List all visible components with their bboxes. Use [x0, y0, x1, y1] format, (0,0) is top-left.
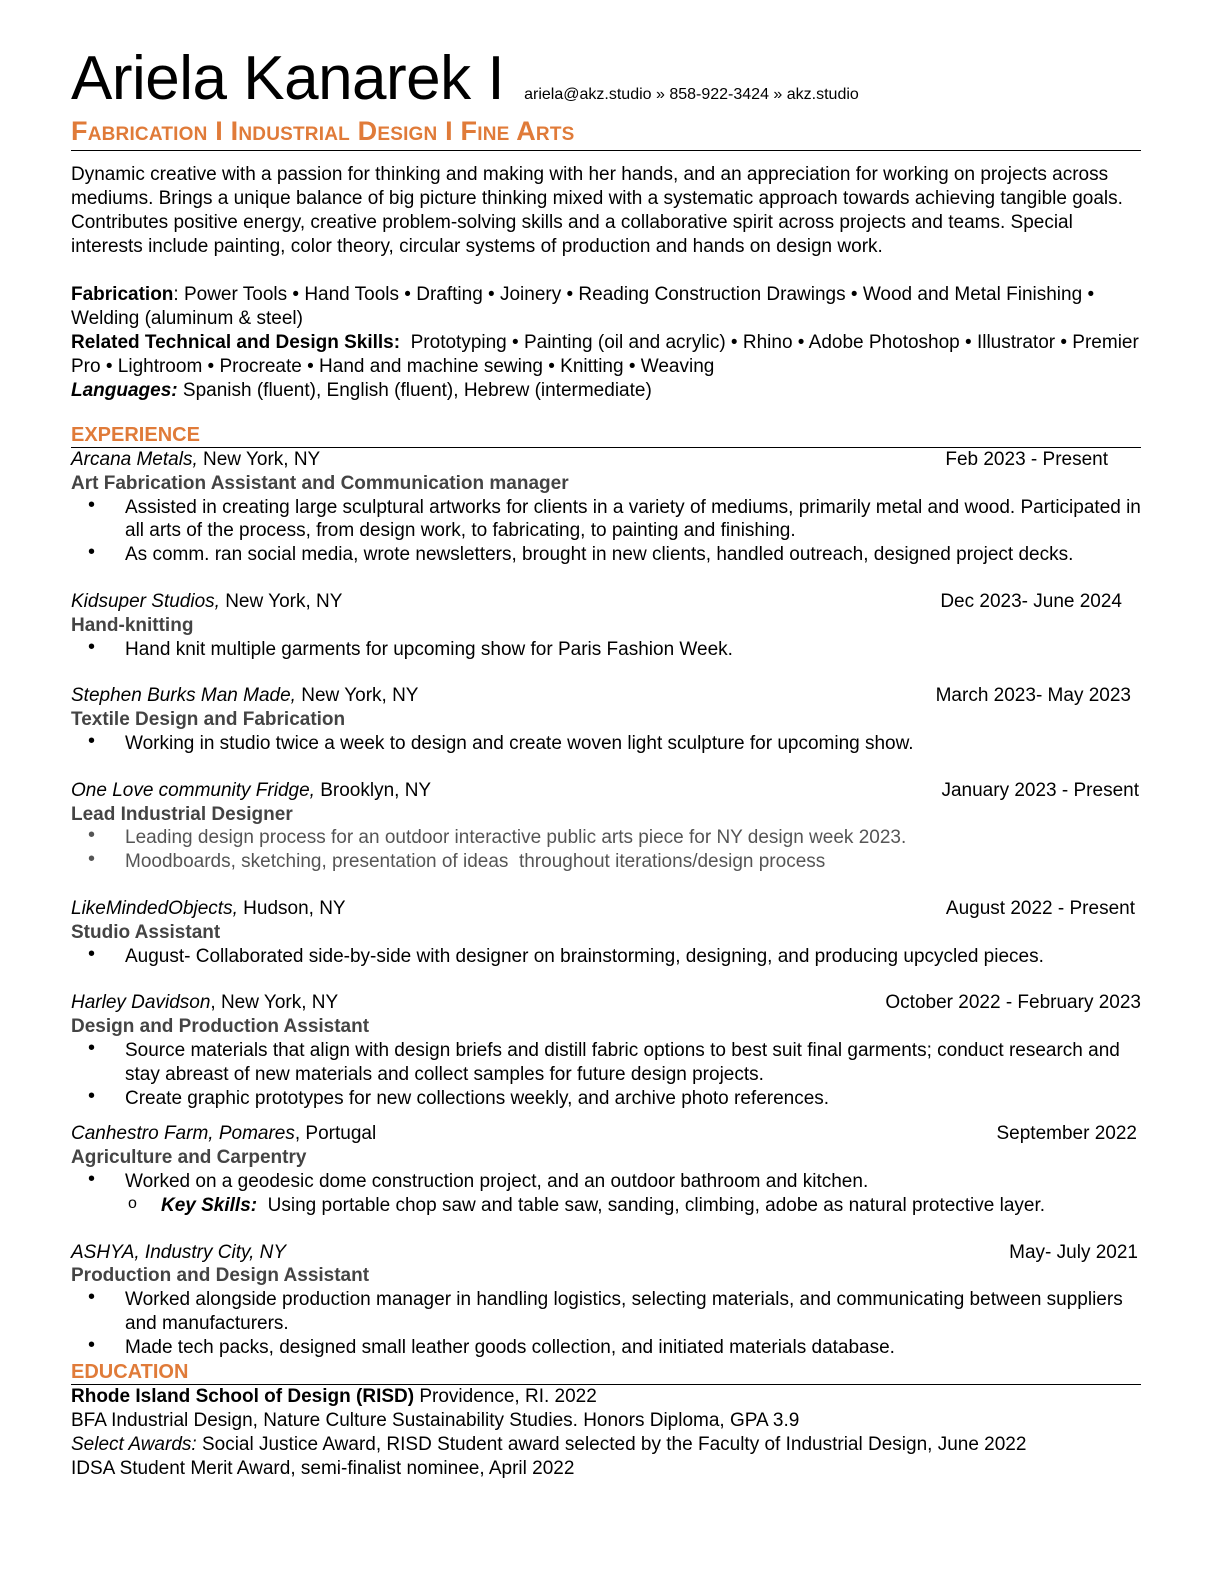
education-awards: [71, 1433, 1141, 1457]
summary-paragraph: Dynamic creative with a passion for thinking and making with her hands, and an appreciation for working on projects across mediums. Brings a unique balance of big picture thinking mixed with a systematic approach towards achieving tangible goals. Contributes positive energy, creative problem-solving skills and a collaborative spirit across projects and teams. Special interests include painting, color theory, circular systems of production and hands on design work.: [71, 164, 1123, 257]
job-role: Textile Design and Fabrication: [71, 709, 346, 731]
job-location: Hudson, NY: [237, 897, 346, 919]
skills-fabrication-label: Fabrication: [71, 284, 174, 305]
skills-languages-label: Languages:: [71, 380, 178, 401]
job-dates: August 2022 - Present: [945, 897, 1135, 919]
job-role: Production and Design Assistant: [71, 1265, 370, 1287]
job-location: , Portugal: [294, 1123, 377, 1145]
job-company: Canhestro Farm, Pomares: [71, 1123, 295, 1145]
experience-section: [71, 423, 1141, 1360]
job-entry: [71, 684, 1141, 755]
resume-header: [71, 44, 1141, 113]
job-bullets: [71, 826, 1141, 874]
job-bullet: • Worked alongside production manager in handling logistics, selecting materials, and communicating between suppliers and manufacturers.: [71, 1288, 1141, 1336]
job-bullet: • August- Collaborated side-by-side with designer on brainstorming, designing, and producing upcycled pieces.: [71, 945, 1141, 969]
job-location: , New York, NY: [210, 992, 339, 1014]
job-bullet: • Made tech packs, designed small leather goods collection, and initiated materials database.: [71, 1336, 1141, 1360]
job-dates: May- July 2021: [1009, 1241, 1138, 1263]
job-bullet: • Leading design process for an outdoor interactive public arts piece for NY design week 2023.: [71, 826, 1141, 850]
resume-page: [71, 44, 1145, 1481]
job-bullet: • Worked on a geodesic dome construction project, and an outdoor bathroom and kitchen.: [71, 1170, 1141, 1194]
awards-label: Select Awards:: [71, 1433, 197, 1455]
job-entry: [71, 1122, 1141, 1217]
job-location: Brooklyn, NY: [314, 779, 432, 801]
skills-related-text: Prototyping • Painting (oil and acrylic) • Rhino • Adobe Photoshop • Illustrator • Premier Pro • Lightroom • Procreate • Hand and machine sewing • Knitting • Weaving: [71, 332, 1145, 377]
job-bullet: • Moodboards, sketching, presentation of ideas throughout iterations/design process: [71, 850, 1141, 874]
skills-fabrication-text: : Power Tools • Hand Tools • Drafting • Joinery • Reading Construction Drawings • Wood and Metal Finishing • Welding (aluminum & steel): [71, 284, 1095, 329]
job-location: New York, NY: [197, 449, 321, 470]
key-skills-label: Key Skills:: [161, 1194, 258, 1216]
key-skills-text: Using portable chop saw and table saw, sanding, climbing, adobe as natural protective layer.: [257, 1194, 1046, 1216]
job-dates: Feb 2023 - Present: [945, 449, 1108, 470]
job-bullets: [71, 1170, 1141, 1194]
skills-languages: [71, 379, 1141, 403]
job-role: Studio Assistant: [71, 921, 221, 943]
job-entry: [71, 779, 1141, 874]
job-company: One Love community Fridge,: [71, 779, 315, 801]
job-bullet: • As comm. ran social media, wrote newsletters, brought in new clients, handled outreach, designed project decks.: [71, 543, 1141, 567]
experience-heading: EXPERIENCE: [71, 423, 1141, 448]
job-role: Art Fabrication Assistant and Communication manager: [71, 472, 569, 494]
job-location: New York, NY: [219, 590, 343, 612]
job-role: Lead Industrial Designer: [71, 803, 293, 825]
job-company: Harley Davidson: [71, 992, 211, 1014]
job-sub-bullets: [71, 1194, 1141, 1218]
awards-text: Social Justice Award, RISD Student award selected by the Faculty of Industrial Design, June 2022: [196, 1433, 1027, 1455]
skills-fabrication: [71, 283, 1141, 331]
job-company: LikeMindedObjects,: [71, 897, 238, 919]
job-dates: Dec 2023- June 2024: [940, 590, 1122, 612]
job-role: Hand-knitting: [71, 614, 194, 636]
job-bullets: [71, 1039, 1141, 1110]
job-entry: [71, 448, 1141, 567]
job-company: Kidsuper Studios,: [71, 590, 220, 612]
job-dates: October 2022 - February 2023: [885, 992, 1141, 1014]
skills-block: [71, 283, 1145, 403]
job-bullet: • Source materials that align with design briefs and distill fabric options to best suit final garments; conduct research and stay abreast of new materials and collect samples for future design projects.: [71, 1039, 1141, 1087]
school-name: Rhode Island School of Design (RISD): [71, 1385, 415, 1407]
skills-languages-text: Spanish (fluent), English (fluent), Hebrew (intermediate): [177, 380, 652, 401]
job-entry: [71, 991, 1141, 1110]
job-role: Agriculture and Carpentry: [71, 1147, 307, 1169]
job-company: ASHYA, Industry City, NY: [71, 1241, 287, 1263]
education-school: [71, 1385, 1141, 1409]
job-bullets: [71, 1288, 1141, 1359]
job-bullet: • Hand knit multiple garments for upcoming show for Paris Fashion Week.: [71, 638, 1141, 662]
job-sub-bullet: [71, 1194, 1141, 1218]
job-company: Arcana Metals,: [71, 449, 198, 470]
job-entry: [71, 590, 1141, 661]
job-bullet: • Create graphic prototypes for new collections weekly, and archive photo references.: [71, 1087, 1141, 1111]
job-company: Stephen Burks Man Made,: [71, 685, 296, 707]
contact-info: ariela@akz.studio » 858-922-3424 » akz.studio: [524, 86, 859, 103]
job-location: New York, NY: [295, 685, 419, 707]
skills-related-label: Related Technical and Design Skills:: [71, 332, 401, 353]
job-bullets: [71, 732, 1141, 756]
skills-related: [71, 331, 1145, 379]
job-bullets: [71, 638, 1141, 662]
candidate-name: Ariela Kanarek I: [71, 44, 505, 113]
school-location: Providence, RI. 2022: [414, 1385, 597, 1407]
job-role: Design and Production Assistant: [71, 1016, 370, 1038]
job-dates: September 2022: [996, 1123, 1137, 1145]
job-bullets: [71, 945, 1141, 969]
tagline: Fabrication I Industrial Design I Fine Arts: [71, 116, 1141, 151]
job-entry: [71, 897, 1141, 968]
job-dates: March 2023- May 2023: [935, 685, 1131, 707]
job-bullets: [71, 496, 1141, 567]
education-degree: BFA Industrial Design, Nature Culture Sustainability Studies. Honors Diploma, GPA 3.9: [71, 1409, 800, 1431]
job-entry: [71, 1241, 1141, 1360]
job-dates: January 2023 - Present: [941, 779, 1139, 801]
education-idsa: IDSA Student Merit Award, semi-finalist nominee, April 2022: [71, 1457, 575, 1479]
job-bullet: • Working in studio twice a week to design and create woven light sculpture for upcoming show.: [71, 732, 1141, 756]
job-bullet: • Assisted in creating large sculptural artworks for clients in a variety of mediums, primarily metal and wood. Participated in all arts of the process, from design work, to fabricating, to painting and finishing.: [71, 496, 1141, 544]
education-heading: EDUCATION: [71, 1360, 1141, 1385]
education-section: [71, 1360, 1141, 1481]
